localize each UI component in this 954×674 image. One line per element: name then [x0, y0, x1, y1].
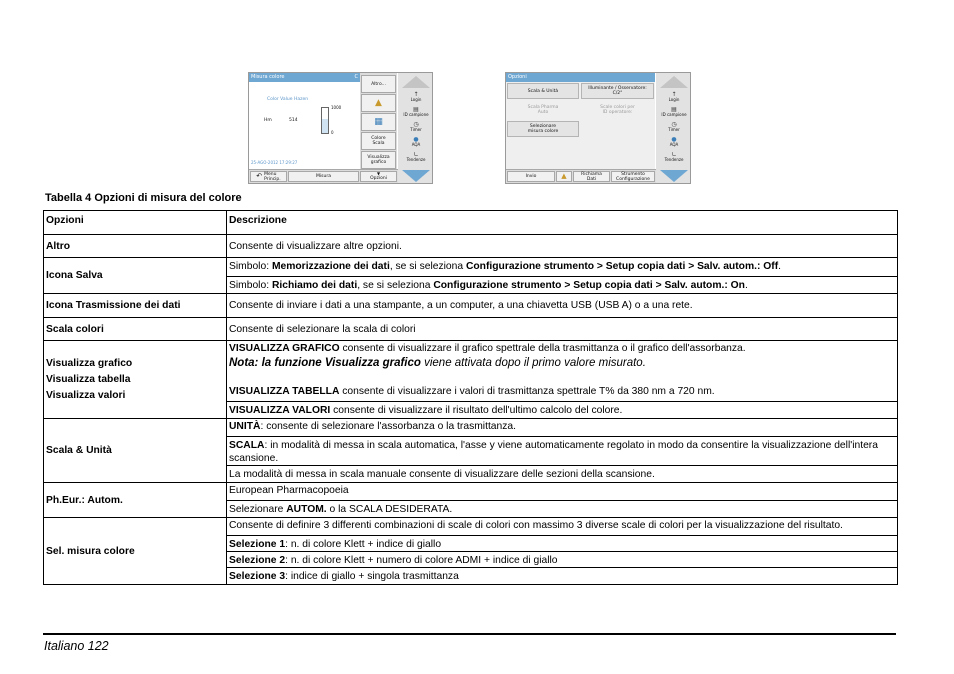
upload-icon: ▲	[561, 172, 567, 180]
option-line: Visualizza tabella	[46, 373, 131, 385]
text-run: Simbolo:	[229, 261, 272, 272]
header-description: Descrizione	[227, 211, 898, 235]
timer-item[interactable]	[399, 122, 433, 132]
measure-label: Misura	[316, 174, 331, 179]
text-run: consente di visualizzare il risultato dell'ultimo calcolo del colore.	[330, 405, 623, 416]
select-color-measure-label: Selezionare misura colore	[527, 124, 559, 134]
reading-name: Hm	[264, 118, 272, 123]
options-screen	[505, 72, 691, 184]
right-rail	[398, 73, 433, 184]
instrument-config-button[interactable]	[611, 171, 655, 182]
text-run: Selezionare	[229, 504, 287, 515]
description-line	[227, 276, 897, 292]
bold-run: Selezione 3	[229, 571, 286, 582]
trends-label: Tendenze	[406, 157, 426, 162]
options-title: Opzioni	[508, 74, 527, 80]
login-item[interactable]	[657, 92, 691, 102]
login-icon: ↑	[671, 91, 677, 98]
operator-scale-button	[581, 101, 654, 119]
scroll-up-icon[interactable]	[660, 76, 688, 88]
table-row	[44, 419, 898, 483]
screen-title: Misura colore	[251, 74, 285, 80]
description-line: European Pharmacopoeia	[229, 485, 349, 496]
bottom-bar	[249, 169, 398, 183]
description-line	[229, 420, 895, 436]
transmit-icon: ▦	[374, 116, 383, 127]
reading-value: 514	[289, 118, 298, 123]
right-rail-2	[656, 73, 691, 184]
back-icon: ↶	[256, 172, 263, 180]
bold-run: Configurazione strumento > Setup copia dati > Salv. autom.: On	[433, 280, 745, 291]
pharma-scale-label: Scala Pharma Auto	[527, 105, 559, 115]
options-title-bar	[506, 73, 655, 82]
trends-icon: ∟	[671, 151, 677, 158]
option-cell: Ph.Eur.: Autom.	[44, 483, 227, 518]
table-header-row	[44, 211, 898, 235]
text-run: viene attivata dopo il primo valore misurato.	[420, 357, 646, 369]
scroll-up-icon[interactable]	[402, 76, 430, 88]
timer-label: Timer	[410, 127, 422, 132]
altro-label: Altro...	[371, 81, 386, 87]
description-cell	[227, 258, 898, 294]
page-footer: Italiano 122	[44, 639, 109, 653]
scale-unit-button[interactable]	[507, 83, 579, 99]
description-line	[229, 342, 895, 355]
aqa-label: AQA	[669, 142, 679, 147]
color-scale-label: Colore Scala	[371, 136, 386, 146]
timer-icon: ◷	[671, 121, 677, 128]
description-line	[229, 385, 895, 401]
bold-run: Selezione 1	[229, 539, 286, 550]
aqa-icon: ●	[671, 136, 677, 143]
text-run: , se si seleziona	[389, 261, 466, 272]
color-scale-button[interactable]	[361, 132, 396, 150]
sample-id-label: ID campione	[661, 112, 687, 117]
option-cell: Icona Salva	[44, 258, 227, 294]
description-line	[227, 436, 897, 465]
trends-item[interactable]	[657, 152, 691, 162]
login-item[interactable]	[399, 92, 433, 102]
main-menu-button[interactable]	[250, 171, 287, 182]
recall-data-label: Richiama Dati	[581, 171, 602, 182]
pharma-scale-button	[507, 101, 579, 119]
color-value-label: Color Value Hazen	[267, 97, 309, 102]
option-cell	[44, 341, 227, 419]
illuminant-button[interactable]	[581, 83, 654, 99]
options-arrow-icon: ▼	[376, 171, 381, 176]
table-caption: Tabella 4 Opzioni di misura del colore	[45, 192, 242, 204]
text-run: .	[778, 261, 781, 272]
text-run: .	[744, 280, 748, 291]
description-cell	[227, 518, 898, 585]
aqa-label: AQA	[411, 142, 421, 147]
options-table	[43, 210, 898, 585]
measure-screen	[248, 72, 433, 184]
text-run: , se si seleziona	[357, 280, 434, 291]
text-run: o la SCALA DESIDERATA.	[326, 504, 453, 515]
description-cell	[227, 483, 898, 518]
bold-run: Nota: la funzione Visualizza grafico	[229, 357, 421, 369]
description-cell	[227, 419, 898, 483]
option-cell: Scala & Unità	[44, 419, 227, 483]
trends-icon: ∟	[413, 151, 419, 158]
table-row	[44, 318, 898, 341]
description-cell: Consente di inviare i dati a una stampante, a un computer, a una chiavetta USB (USB A) o a una rete.	[227, 294, 898, 318]
aqa-item[interactable]	[399, 137, 433, 147]
scale-top-label: 1000	[331, 105, 342, 110]
table-row	[44, 483, 898, 518]
scroll-down-icon[interactable]	[402, 170, 430, 182]
bold-run: SCALA	[229, 440, 265, 451]
side-button-column	[360, 73, 397, 171]
scroll-down-icon[interactable]	[660, 170, 688, 182]
option-cell: Sel. misura colore	[44, 518, 227, 585]
text-run: : consente di selezionare l'assorbanza o la trasmittanza.	[260, 421, 516, 432]
bold-run: VISUALIZZA VALORI	[229, 405, 331, 416]
option-line: Visualizza valori	[46, 389, 126, 401]
enter-button[interactable]	[507, 171, 555, 182]
footer-divider	[43, 633, 896, 635]
bold-run: VISUALIZZA GRAFICO	[229, 343, 340, 354]
screen-title-bar	[249, 73, 360, 82]
header-options: Opzioni	[44, 211, 227, 235]
option-cell: Scala colori	[44, 318, 227, 341]
bold-run: UNITÀ	[229, 421, 261, 432]
scale-bottom-label: 0	[331, 130, 334, 135]
save-icon: ▲	[375, 97, 382, 108]
text-run: consente di visualizzare il grafico spettrale della trasmittanza o il grafico dell'assorbanza.	[339, 343, 746, 354]
select-color-measure-button[interactable]	[507, 121, 579, 137]
option-line: Visualizza grafico	[46, 357, 133, 369]
bold-run: Selezione 2	[229, 555, 286, 566]
text-run: consente di visualizzare i valori di trasmittanza spettrale T% da 380 nm a 720 nm.	[339, 386, 715, 397]
trends-item[interactable]	[399, 152, 433, 162]
description-line	[227, 500, 897, 516]
scale-unit-label: Scala & Unità	[527, 88, 559, 94]
trends-label: Tendenze	[664, 157, 684, 162]
text-run: : n. di colore Klett + numero di colore ADMI + indice di giallo	[285, 555, 558, 566]
show-graph-button[interactable]	[361, 151, 396, 169]
screen-title-tag: C	[354, 74, 358, 80]
table-row	[44, 235, 898, 258]
text-run: : in modalità di messa in scala automatica, l'asse y viene automaticamente regolato in modo da consentire la visualizzazione dell'intera scansione.	[229, 440, 878, 464]
timer-item[interactable]	[657, 122, 691, 132]
description-cell	[227, 341, 898, 419]
illuminant-label: Illuminante / Osservatore: C/2°	[588, 86, 647, 96]
show-graph-label: Visualizza grafico	[367, 155, 390, 165]
table-row	[44, 341, 898, 419]
measure-button[interactable]	[288, 171, 359, 182]
date-time: 25-AGO-2012 17:29:27	[251, 160, 298, 165]
description-line	[227, 535, 897, 551]
aqa-icon: ●	[413, 136, 419, 143]
aqa-item[interactable]	[657, 137, 691, 147]
sample-id-icon: ▤	[671, 106, 677, 113]
bold-run: Richiamo dei dati	[271, 280, 358, 291]
sample-id-item[interactable]	[399, 107, 433, 117]
altro-button[interactable]	[361, 75, 396, 93]
main-menu-label: Menu Princip.	[264, 171, 281, 182]
description-line: La modalità di messa in scala manuale consente di visualizzare delle sezioni della scansione.	[227, 465, 897, 481]
description-line	[227, 551, 897, 567]
login-label: Login	[410, 97, 422, 102]
text-run: : n. di colore Klett + indice di giallo	[285, 539, 442, 550]
description-line: Consente di definire 3 differenti combinazioni di scale di colori con massimo 3 diverse scale di colori per la visualizzazione del risultato.	[229, 520, 843, 531]
login-label: Login	[668, 97, 680, 102]
transmit-button[interactable]	[361, 113, 396, 131]
enter-label: Invio	[525, 174, 537, 179]
option-cell: Icona Trasmissione dei dati	[44, 294, 227, 318]
timer-label: Timer	[668, 127, 680, 132]
color-scale-fill	[322, 119, 328, 133]
sample-id-label: ID campione	[403, 112, 429, 117]
sample-id-item[interactable]	[657, 107, 691, 117]
description-line	[227, 401, 897, 417]
options-button[interactable]	[360, 171, 397, 182]
recall-data-button[interactable]	[573, 171, 610, 182]
table-row	[44, 294, 898, 318]
sample-id-icon: ▤	[413, 106, 419, 113]
description-cell: Consente di visualizzare altre opzioni.	[227, 235, 898, 258]
description-line	[229, 260, 895, 276]
bold-run: AUTOM.	[286, 504, 327, 515]
login-icon: ↑	[413, 91, 419, 98]
timer-icon: ◷	[413, 121, 419, 128]
text-run: : indice di giallo + singola trasmittanza	[285, 571, 459, 582]
operator-scale-label: Scale colori per ID operatore:	[600, 105, 635, 115]
color-scale-bar	[321, 107, 329, 134]
description-line	[227, 567, 897, 583]
bold-run: Configurazione strumento > Setup copia dati > Salv. autom.: Off	[465, 261, 779, 272]
text-run: Simbolo:	[229, 280, 272, 291]
bold-run: VISUALIZZA TABELLA	[229, 386, 340, 397]
table-row	[44, 518, 898, 585]
options-label: Opzioni	[370, 176, 387, 181]
bold-run: Memorizzazione dei dati	[271, 261, 390, 272]
description-cell: Consente di selezionare la scala di colori	[227, 318, 898, 341]
note-line	[229, 355, 895, 385]
instrument-config-label: Strumento Configurazione	[616, 171, 650, 182]
bottom-bar-2	[506, 169, 656, 183]
option-cell: Altro	[44, 235, 227, 258]
upload-button[interactable]	[556, 171, 572, 182]
save-button[interactable]	[361, 94, 396, 112]
table-row	[44, 258, 898, 294]
